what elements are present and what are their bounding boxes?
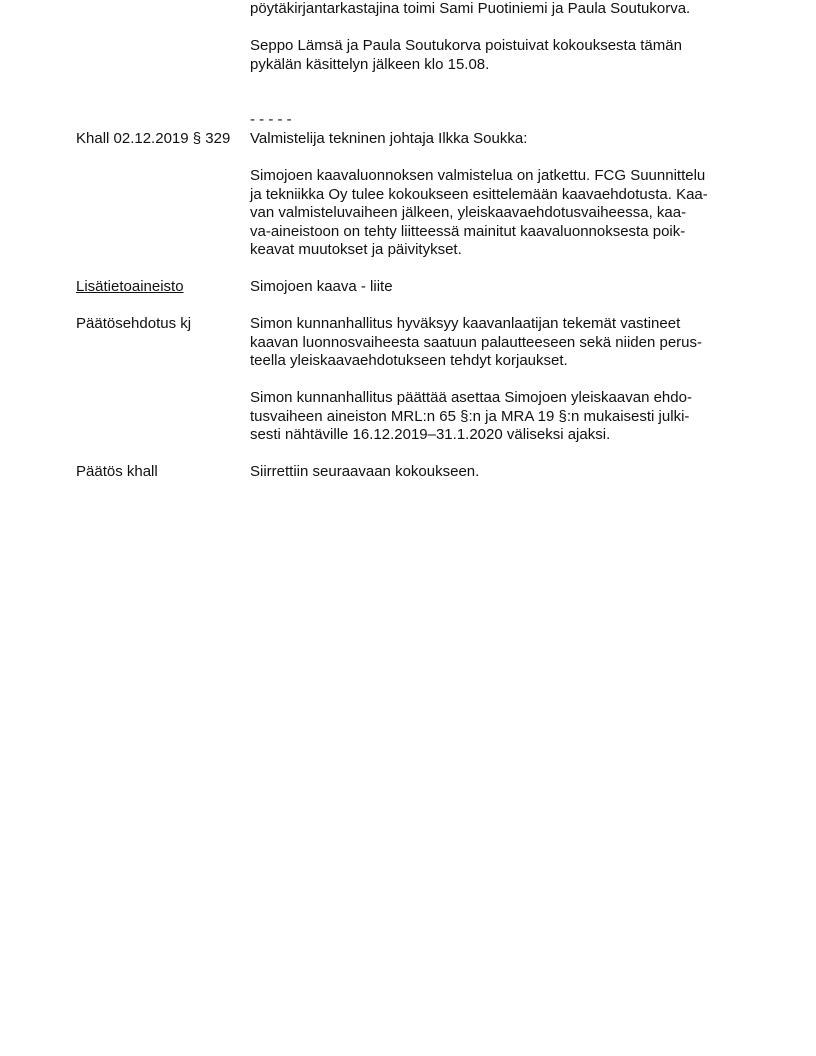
text-line: pykälän käsittelyn jälkeen klo 15.08. — [250, 55, 490, 73]
text-line: teella yleiskaavaehdotukseen tehdyt korjaukset. — [250, 352, 568, 369]
attachment-text: Simojoen kaava - liite — [250, 278, 393, 295]
text-line: Simon kunnanhallitus päättää asettaa Simojoen yleiskaavan ehdo- — [250, 389, 692, 406]
decision-text: Siirrettiin seuraavaan kokoukseen. — [250, 463, 480, 480]
preparer-text: Valmistelija tekninen johtaja Ilkka Soukka: — [250, 130, 528, 147]
text-line: pöytäkirjantarkastajina toimi Sami Puotiniemi ja Paula Soutukorva. — [250, 0, 691, 17]
decision-label: Päätös khall — [76, 463, 158, 480]
text-line: Simon kunnanhallitus hyväksyy kaavanlaatijan tekemät vastineet — [250, 315, 681, 332]
section-reference-label: Khall 02.12.2019 § 329 — [76, 130, 231, 147]
text-line: sesti nähtäville 16.12.2019–31.1.2020 väliseksi ajaksi. — [250, 426, 611, 443]
text-line: Seppo Lämsä ja Paula Soutukorva poistuivat kokouksesta tämän — [250, 37, 682, 54]
attachment-label: Lisätietoaineisto — [76, 278, 184, 295]
text-line: van valmisteluvaiheen jälkeen, yleiskaavaehdotusvaiheessa, kaa- — [250, 204, 687, 221]
text-line: tusvaiheen aineiston MRL:n 65 §:n ja MRA 19 §:n mukaisesti julki- — [250, 407, 690, 425]
text-line: keavat muutokset ja päivitykset. — [250, 241, 462, 258]
text-line: Simojoen kaavaluonnoksen valmistelua on jatkettu. FCG Suunnittelu — [250, 167, 706, 184]
separator-text: - - - - - — [250, 111, 292, 128]
text-line: ja tekniikka Oy tulee kokoukseen esittelemään kaavaehdotusta. Kaa- — [250, 185, 708, 203]
text-line: kaavan luonnosvaiheesta saatuun palautteeseen sekä niiden perus- — [250, 333, 702, 351]
text-line: va-aineistoon on tehty liitteessä mainitut kaavaluonnoksesta poik- — [250, 222, 686, 240]
proposal-label: Päätösehdotus kj — [76, 315, 192, 332]
